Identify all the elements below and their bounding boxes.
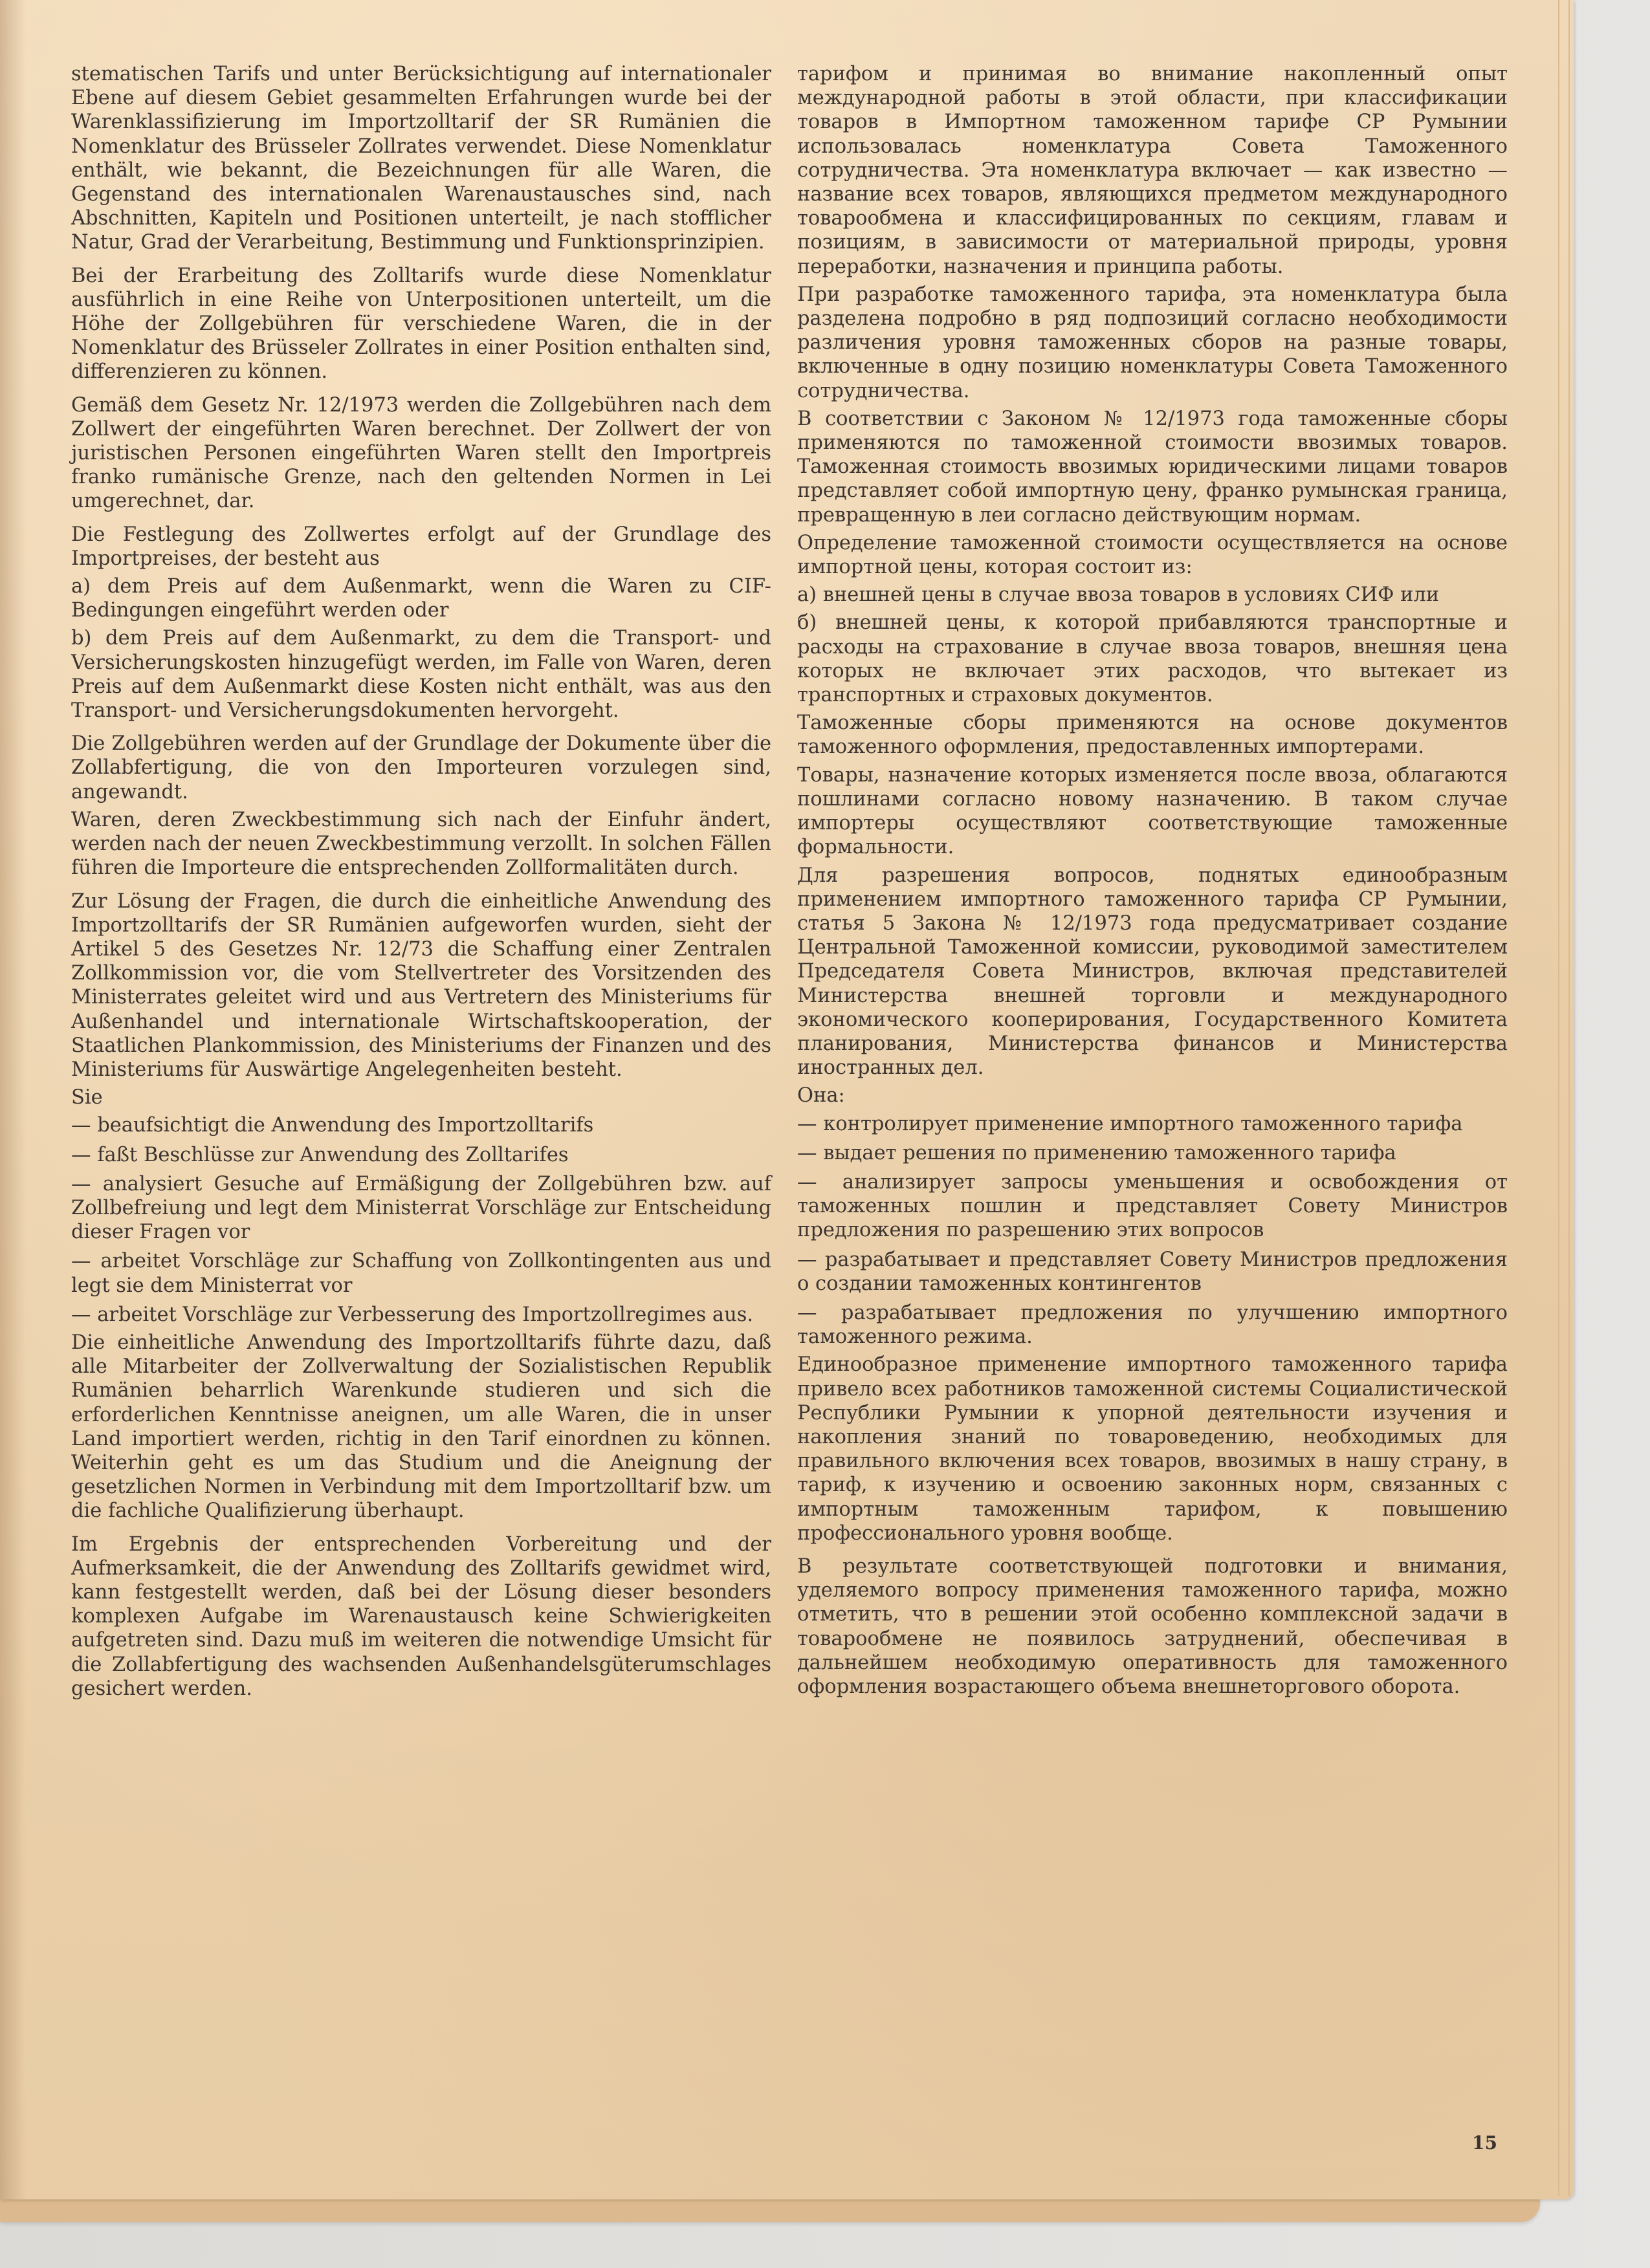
paragraph: Для разрешения вопросов, поднятых единообразным применением импортного таможенного тарифа СР Румынии, статья 5 Закона № 12/1973 года предусматривает создание Центральной Таможенной комиссии, руководимой заместителем Председателя Совета Министров, включая представителей Министерства внешней торговли и международного экономического кооперирования, Государственного Комитета планирования, Министерства финансов и Министерства иностранных дел. — [797, 864, 1508, 1080]
spine-shadow — [0, 0, 26, 2199]
paragraph: Zur Lösung der Fragen, die durch die einheitliche Anwendung des Importzolltarifs der SR Rumänien aufgeworfen wurden, sieht der Artikel 5 des Gesetzes Nr. 12/73 die Schaffung einer Zentralen Zollkommission vor, die vom Stellvertreter des Vorsitzenden des Ministerrates geleitet wird und aus Vertretern des Ministeriums für Außenhandel und internationale Wirtschaftskooperation, der Staatlichen Plankommission, des Ministeriums der Finanzen und des Ministeriums für Auswärtige Angelegenheiten besteht. — [71, 889, 771, 1081]
paragraph: Gemäß dem Gesetz Nr. 12/1973 werden die Zollgebühren nach dem Zollwert der eingeführten Waren berechnet. Der Zollwert der von juristischen Personen eingeführten Waren stellt den Importpreis franko rumänische Grenze, nach den geltenden Normen in Lei umgerechnet, dar. — [71, 393, 771, 513]
list-item: a) dem Preis auf dem Außenmarkt, wenn die Waren zu CIF-Bedingungen eingeführt werden oder — [71, 575, 771, 622]
list-item: — faßt Beschlüsse zur Anwendung des Zolltarifes — [71, 1143, 569, 1166]
list-item: — разрабатывает и представляет Совету Министров предложения о создании таможенных контингентов — [797, 1248, 1508, 1295]
paragraph: Определение таможенной стоимости осуществляется на основе импортной цены, которая состоит из: — [797, 531, 1508, 579]
paragraph: Sie — [71, 1086, 103, 1109]
paragraph: Bei der Erarbeitung des Zolltarifs wurde diese Nomenklatur ausführlich in eine Reihe von Unterpositionen unterteilt, um die Höhe der Zollgebühren für verschiedene Waren, die in der Nomenklatur des Brüsseler Zollrates in einer Position enthalten sind, differenzieren zu können. — [71, 264, 771, 384]
list-item: — arbeitet Vorschläge zur Schaffung von Zollkontingenten aus und legt sie dem Ministerrat vor — [71, 1250, 771, 1297]
list-item: — выдает решения по применению таможенного тарифа — [797, 1141, 1396, 1164]
paragraph: тарифом и принимая во внимание накопленный опыт международной работы в этой области, при классификации товаров в Импортном таможенном тарифе СР Румынии использовалась номенклатура Совета Таможенного сотрудничества. Эта номенклатура включает — как известно — название всех товаров, являющихся предметом международного товарообмена и классифицированных по секциям, главам и позициям, в зависимости от материальной природы, уровня переработки, назначения и принципа работы. — [797, 63, 1508, 278]
paragraph: Die Festlegung des Zollwertes erfolgt auf der Grundlage des Importpreises, der besteht aus — [71, 523, 771, 570]
paragraph: Waren, deren Zweckbestimmung sich nach der Einfuhr ändert, werden nach der neuen Zweckbestimmung verzollt. In solchen Fällen führen die Importeure die entsprechenden Zollformalitäten durch. — [71, 808, 771, 880]
lower-page-edge — [0, 2196, 1540, 2222]
list-item: — analysiert Gesuche auf Ermäßigung der Zollgebühren bzw. auf Zollbefreiung und legt dem Ministerrat Vorschläge zur Entscheidung dieser Fragen vor — [71, 1172, 771, 1244]
paragraph: Таможенные сборы применяются на основе документов таможенного оформления, предоставленных импортерами. — [797, 712, 1508, 759]
paragraph: Единообразное применение импортного таможенного тарифа привело всех работников таможенной системы Социалистической Республики Румынии к упорной деятельности изучения и накопления знаний по товароведению, необходимых для правильного включения всех товаров, ввозимых в нашу страну, в тариф, к изучению и освоению законных норм, связанных с импортным таможенным тарифом, к повышению профессионального уровня вообще. — [797, 1353, 1508, 1545]
list-item: — разрабатывает предложения по улучшению импортного таможенного режима. — [797, 1301, 1508, 1349]
german-text-column — [71, 62, 771, 1710]
paragraph: Товары, назначение которых изменяется после ввоза, облагаются пошлинами согласно новому назначению. В таком случае импортеры осуществляют соответствующие таможенные формальности. — [797, 763, 1508, 859]
paragraph: В соответствии с Законом № 12/1973 года таможенные сборы применяются по таможенной стоимости ввозимых товаров. Таможенная стоимость ввозимых юридическими лицами товаров представляет собой импортную цену, франко румынская граница, превращенную в леи согласно действующим нормам. — [797, 407, 1508, 527]
list-item: — beaufsichtigt die Anwendung des Importzolltarifs — [71, 1114, 594, 1137]
list-item: а) внешней цены в случае ввоза товаров в условиях СИФ или — [797, 583, 1440, 607]
list-item: б) внешней цены, к которой прибавляются транспортные и расходы на страхование в случае ввоза товаров, внешняя цена которых не включает этих расходов, что вытекает из транспортных и страховых документов. — [797, 611, 1508, 707]
page-stack-edge — [1558, 0, 1570, 2196]
paragraph: В результате соответствующей подготовки и внимания, уделяемого вопросу применения таможенного тарифа, можно отметить, что в решении этой особенно комплексной задачи в товарообмене не появилось затруднений, обеспечивая в дальнейшем необходимую оперативность для таможенного оформления возрастающего объема внешнеторгового оборота. — [797, 1554, 1508, 1698]
paragraph: Im Ergebnis der entsprechenden Vorbereitung und der Aufmerksamkeit, die der Anwendung des Zolltarifs gewidmet wird, kann festgestellt werden, daß bei der Lösung dieser besonders komplexen Aufgabe im Warenaustausch keine Schwierigkeiten aufgetreten sind. Dazu muß im weiteren die notwendige Umsicht für die Zollabfertigung des wachsenden Außenhandelsgüterumschlages gesichert werden. — [71, 1532, 771, 1700]
paragraph: Die Zollgebühren werden auf der Grundlage der Dokumente über die Zollabfertigung, die von den Importeuren vorzulegen sind, angewandt. — [71, 732, 771, 803]
list-item: — анализирует запросы уменьшения и освобождения от таможенных пошлин и представляет Совету Министров предложения по разрешению этих вопросов — [797, 1170, 1508, 1242]
paragraph: stematischen Tarifs und unter Berücksichtigung auf internationaler Ebene auf diesem Gebiet gesammelten Erfahrungen wurde bei der Warenklassifizierung im Importzolltarif der SR Rumänien die Nomenklatur des Brüsseler Zollrates verwendet. Diese Nomenklatur enthält, wie bekannt, die Bezeichnungen für alle Waren, die Gegenstand des internationalen Warenaustausches sind, nach Abschnitten, Kapiteln und Positionen unterteilt, je nach stofflicher Natur, Grad der Verarbeitung, Bestimmung und Funktionsprinzipien. — [71, 63, 771, 254]
russian-text-column — [797, 62, 1508, 1708]
paragraph: При разработке таможенного тарифа, эта номенклатура была разделена подробно в ряд подпозиций согласно необходимости различения уровня таможенных сборов на разные товары, включенные в одну позицию номенклатуры Совета Таможенного сотрудничества. — [797, 283, 1508, 402]
page-number: 15 — [1472, 2132, 1497, 2154]
list-item: — контролирует применение импортного таможенного тарифа — [797, 1112, 1463, 1135]
list-item: — arbeitet Vorschläge zur Verbesserung des Importzollregimes aus. — [71, 1303, 754, 1326]
paragraph: Die einheitliche Anwendung des Importzolltarifs führte dazu, daß alle Mitarbeiter der Zollverwaltung der Sozialistischen Republik Rumänien beharrlich Warenkunde studieren und sich die erforderlichen Kenntnisse aneignen, um alle Waren, die in unser Land importiert werden, richtig in den Tarif einordnen zu können. Weiterhin geht es um das Studium und die Aneignung der gesetzlichen Normen in Verbindung mit dem Importzolltarif bzw. um die fachliche Qualifizierung überhaupt. — [71, 1331, 771, 1523]
paragraph: Она: — [797, 1084, 845, 1107]
list-item: b) dem Preis auf dem Außenmarkt, zu dem die Transport- und Versicherungskosten hinzugefügt werden, im Falle von Waren, deren Preis auf dem Außenmarkt diese Kosten nicht enthält, was aus den Transport- und Versicherungsdokumenten hervorgeht. — [71, 627, 771, 723]
